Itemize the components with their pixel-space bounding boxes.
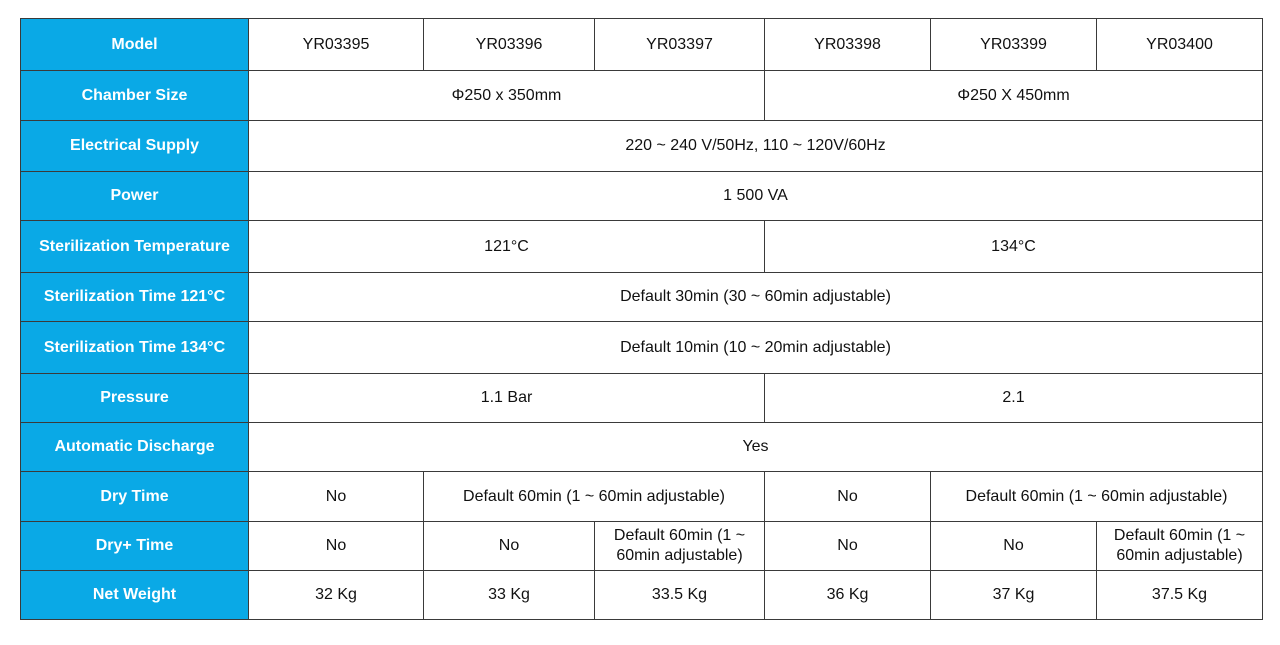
model-cell: YR03397	[595, 19, 765, 71]
dry-time-cell: Default 60min (1 ~ 60min adjustable)	[931, 472, 1263, 522]
header-dry-plus-time: Dry+ Time	[21, 522, 249, 571]
sterilization-time-121-cell: Default 30min (30 ~ 60min adjustable)	[249, 273, 1263, 322]
row-model	[21, 19, 1263, 71]
net-weight-cell: 37.5 Kg	[1097, 571, 1263, 620]
header-automatic-discharge: Automatic Discharge	[21, 423, 249, 472]
row-sterilization-time-134	[21, 322, 1263, 374]
model-cell: YR03395	[249, 19, 424, 71]
header-sterilization-time-134: Sterilization Time 134°C	[21, 322, 249, 374]
dry-time-cell: No	[249, 472, 424, 522]
header-pressure: Pressure	[21, 374, 249, 423]
automatic-discharge-cell: Yes	[249, 423, 1263, 472]
pressure-cell: 1.1 Bar	[249, 374, 765, 423]
model-cell: YR03399	[931, 19, 1097, 71]
row-pressure	[21, 374, 1263, 423]
dry-time-cell: Default 60min (1 ~ 60min adjustable)	[424, 472, 765, 522]
row-power	[21, 172, 1263, 221]
electrical-supply-cell: 220 ~ 240 V/50Hz, 110 ~ 120V/60Hz	[249, 121, 1263, 172]
spec-table	[20, 18, 1263, 620]
sterilization-temperature-cell: 121°C	[249, 221, 765, 273]
header-chamber-size: Chamber Size	[21, 71, 249, 121]
header-net-weight: Net Weight	[21, 571, 249, 620]
pressure-cell: 2.1	[765, 374, 1263, 423]
row-sterilization-time-121	[21, 273, 1263, 322]
net-weight-cell: 33 Kg	[424, 571, 595, 620]
net-weight-cell: 36 Kg	[765, 571, 931, 620]
header-sterilization-temperature: Sterilization Temperature	[21, 221, 249, 273]
row-dry-plus-time	[21, 522, 1263, 571]
model-cell: YR03396	[424, 19, 595, 71]
chamber-size-cell: Φ250 X 450mm	[765, 71, 1263, 121]
net-weight-cell: 32 Kg	[249, 571, 424, 620]
sterilization-temperature-cell: 134°C	[765, 221, 1263, 273]
row-automatic-discharge	[21, 423, 1263, 472]
dry-plus-time-cell: No	[931, 522, 1097, 571]
dry-time-cell: No	[765, 472, 931, 522]
row-chamber-size	[21, 71, 1263, 121]
row-dry-time	[21, 472, 1263, 522]
header-dry-time: Dry Time	[21, 472, 249, 522]
header-model: Model	[21, 19, 249, 71]
dry-plus-time-cell: Default 60min (1 ~ 60min adjustable)	[1097, 522, 1263, 571]
dry-plus-time-cell: No	[249, 522, 424, 571]
model-cell: YR03398	[765, 19, 931, 71]
sterilization-time-134-cell: Default 10min (10 ~ 20min adjustable)	[249, 322, 1263, 374]
power-cell: 1 500 VA	[249, 172, 1263, 221]
dry-plus-time-cell: No	[424, 522, 595, 571]
dry-plus-time-cell: No	[765, 522, 931, 571]
header-electrical-supply: Electrical Supply	[21, 121, 249, 172]
row-sterilization-temperature	[21, 221, 1263, 273]
row-electrical-supply	[21, 121, 1263, 172]
model-cell: YR03400	[1097, 19, 1263, 71]
net-weight-cell: 33.5 Kg	[595, 571, 765, 620]
header-sterilization-time-121: Sterilization Time 121°C	[21, 273, 249, 322]
dry-plus-time-cell: Default 60min (1 ~ 60min adjustable)	[595, 522, 765, 571]
header-power: Power	[21, 172, 249, 221]
row-net-weight	[21, 571, 1263, 620]
chamber-size-cell: Φ250 x 350mm	[249, 71, 765, 121]
net-weight-cell: 37 Kg	[931, 571, 1097, 620]
